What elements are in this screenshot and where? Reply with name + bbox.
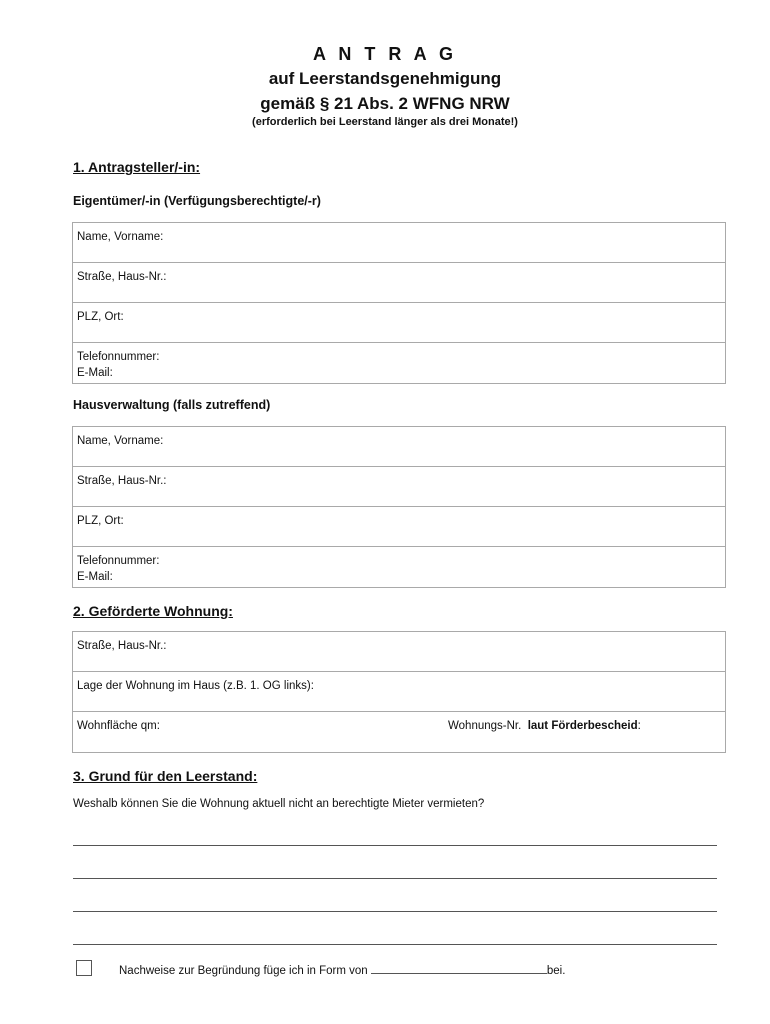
unit-number-label [448, 718, 641, 734]
field-label: Straße, Haus-Nr.: [77, 475, 167, 487]
apartment-street-field[interactable] [73, 632, 725, 672]
apartment-location-field[interactable] [73, 672, 725, 712]
answer-line[interactable] [73, 878, 717, 879]
owner-street-field[interactable] [73, 263, 725, 303]
form-note: (erforderlich bei Leerstand länger als drei Monate!) [252, 116, 518, 128]
evidence-statement [119, 962, 565, 977]
legal-reference: gemäß § 21 Abs. 2 WFNG NRW [260, 94, 510, 113]
unit-bold: laut Förderbescheid [527, 720, 638, 732]
management-street-field[interactable] [73, 467, 725, 507]
field-label: PLZ, Ort: [77, 515, 124, 527]
form-subtitle: auf Leerstandsgenehmigung [268, 69, 502, 88]
management-contact-field[interactable] [73, 547, 725, 587]
field-label: Lage der Wohnung im Haus (z.B. 1. OG links): [77, 680, 314, 692]
management-heading: Hausverwaltung (falls zutreffend) [73, 398, 271, 412]
email-label: E-Mail: [77, 367, 113, 379]
vacancy-question: Weshalb können Sie die Wohnung aktuell nicht an berechtigte Mieter vermieten? [73, 798, 485, 810]
apartment-area-unit-field[interactable] [73, 712, 725, 752]
form-title: A N T R A G [313, 44, 457, 64]
apartment-table [72, 631, 726, 753]
area-label: Wohnfläche qm: [77, 720, 160, 732]
owner-contact-field[interactable] [73, 343, 725, 383]
field-label: Straße, Haus-Nr.: [77, 271, 167, 283]
evidence-text-after: bei. [546, 965, 566, 977]
unit-suffix: : [637, 720, 641, 732]
owner-heading: Eigentümer/-in (Verfügungsberechtigte/-r) [73, 194, 321, 208]
evidence-text-before: Nachweise zur Begründung füge ich in Form von [119, 965, 368, 977]
owner-table [72, 222, 726, 384]
answer-line[interactable] [73, 944, 717, 945]
section-3-heading: 3. Grund für den Leerstand: [73, 768, 258, 784]
section-2-heading: 2. Geförderte Wohnung: [73, 603, 233, 619]
phone-label: Telefonnummer: [77, 555, 160, 567]
email-label: E-Mail: [77, 571, 113, 583]
management-city-field[interactable] [73, 507, 725, 547]
field-label: Name, Vorname: [77, 231, 164, 243]
section-1-heading: 1. Antragsteller/-in: [73, 159, 201, 175]
unit-prefix: Wohnungs-Nr. [448, 720, 522, 732]
owner-city-field[interactable] [73, 303, 725, 343]
phone-label: Telefonnummer: [77, 351, 160, 363]
field-label: PLZ, Ort: [77, 311, 124, 323]
owner-name-field[interactable] [73, 223, 725, 263]
evidence-checkbox[interactable] [76, 960, 92, 976]
answer-line[interactable] [73, 845, 717, 846]
management-table [72, 426, 726, 588]
management-name-field[interactable] [73, 427, 725, 467]
field-label: Name, Vorname: [77, 435, 164, 447]
answer-line[interactable] [73, 911, 717, 912]
evidence-blank[interactable] [371, 962, 547, 974]
field-label: Straße, Haus-Nr.: [77, 640, 167, 652]
